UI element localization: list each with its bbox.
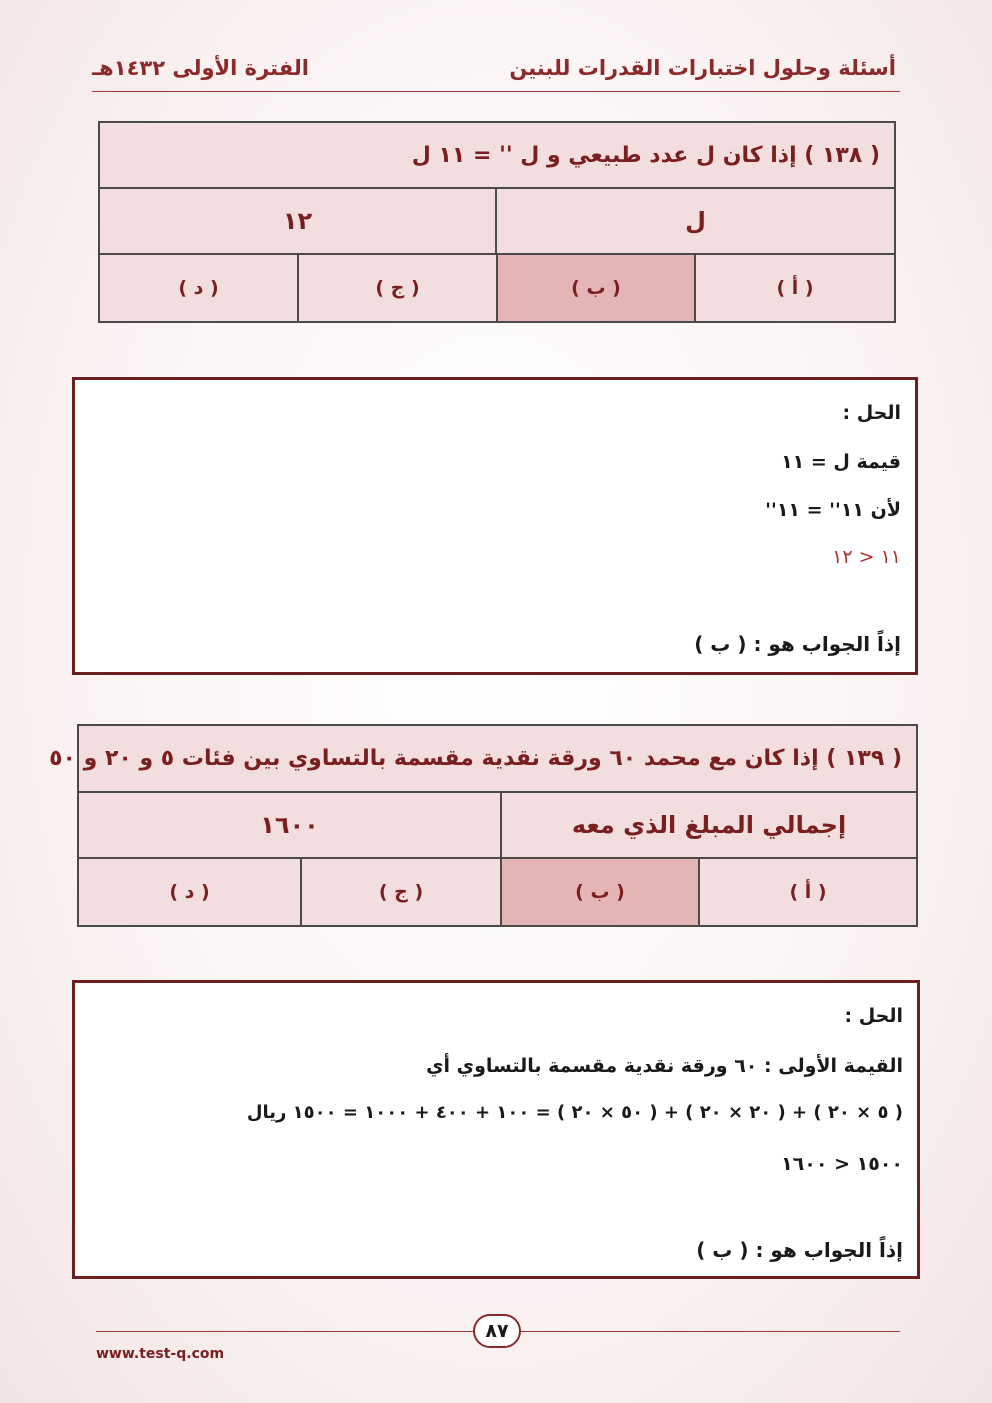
solution-138-line-1: قيمة ل = ١١ [781,451,901,473]
solution-138-title: الحل : [842,402,901,424]
book-title: أسئلة وحلول اختبارات القدرات للبنين [509,56,896,80]
option-138-c[interactable]: ( ج ) [299,255,498,321]
solution-139-answer: إذاً الجواب هو : ( ب ) [696,1238,903,1262]
solution-139-title: الحل : [844,1005,903,1027]
option-138-a[interactable]: ( أ ) [776,277,814,299]
comparison-138-row [100,189,894,255]
footer-divider-right [521,1331,900,1332]
solution-138-line-3: ١١ < ١٢ [832,546,901,568]
question-138-text: ( ١٣٨ ) إذا كان ل عدد طبيعي و ل '' = ١١ ل [411,142,880,168]
comparison-138-second: ١٢ [100,189,497,253]
option-138-d[interactable]: ( د ) [100,255,299,321]
option-139-c[interactable]: ( ج ) [302,859,502,925]
solution-139-line-1: القيمة الأولى : ٦٠ ورقة نقدية مقسمة بالتساوي أي [426,1055,903,1077]
comparison-139-row [79,793,916,859]
comparison-138-first: ل [685,207,706,235]
comparison-139-second: ١٦٠٠ [79,793,502,857]
solution-138-box [72,377,918,675]
solution-138-line-2: لأن ١١'' = ١١'' [765,499,901,521]
question-139-row [49,726,916,793]
question-138-table [98,121,896,323]
comparison-139-first: إجمالي المبلغ الذي معه [571,811,847,839]
options-138-row [100,255,894,321]
solution-139-line-3: ١٥٠٠ < ١٦٠٠ [781,1153,903,1175]
header-divider [92,91,900,92]
page-number: ٨٧ [473,1314,521,1348]
solution-138-answer: إذاً الجواب هو : ( ب ) [694,632,901,656]
option-139-b[interactable]: ( ب ) [502,859,700,925]
solution-139-line-2: ( ٥ × ٢٠ ) + ( ٢٠ × ٢٠ ) + ( ٥٠ × ٢٠ ) = ١٠٠ + ٤٠٠ + ١٠٠٠ = ١٥٠٠ ريال [246,1102,903,1123]
website-link[interactable]: www.test-q.com [96,1346,225,1362]
options-139-row [79,859,916,925]
question-139-table [49,724,918,927]
solution-139-box [72,980,920,1279]
footer-divider-left [96,1331,473,1332]
question-139-text: ( ١٣٩ ) إذا كان مع محمد ٦٠ ورقة نقدية مقسمة بالتساوي بين فئات ٥ و ٢٠ و ٥٠ [49,746,902,771]
option-138-b[interactable]: ( ب ) [498,255,696,321]
period-label: الفترة الأولى ١٤٣٢هـ [92,56,309,80]
question-138-row [100,123,894,189]
option-139-d[interactable]: ( د ) [79,859,302,925]
option-139-a[interactable]: ( أ ) [789,881,827,903]
